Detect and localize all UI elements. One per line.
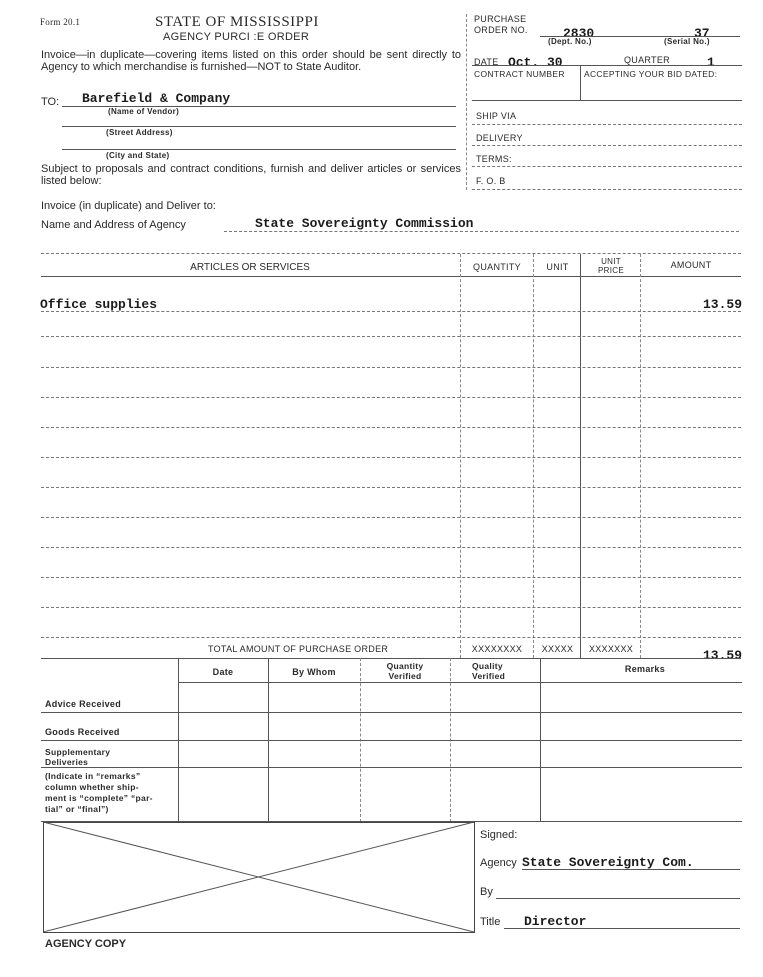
supplementary-line2: Deliveries <box>45 757 89 767</box>
serial-caption: (Serial No.) <box>664 37 710 46</box>
advice-received-label: Advice Received <box>45 699 122 709</box>
agency-copy-footer: AGENCY COPY <box>45 938 127 950</box>
ship-via-line <box>472 124 742 125</box>
total-label: TOTAL AMOUNT OF PURCHASE ORDER <box>208 644 389 654</box>
sig-title-label: Title <box>480 916 501 928</box>
amount-header: AMOUNT <box>670 260 712 270</box>
ship-via-label: SHIP VIA <box>476 111 517 121</box>
sig-agency-label: Agency <box>480 857 517 869</box>
quantity-header: QUANTITY <box>473 262 521 272</box>
table-row-line <box>41 336 741 337</box>
table-row-line <box>41 637 741 638</box>
unit-header: UNIT <box>546 262 569 272</box>
note-line4: tial” or “final”) <box>45 804 109 814</box>
contract-number-label: CONTRACT NUMBER <box>474 69 565 79</box>
quarter-label: QUARTER <box>624 55 670 65</box>
table-header-line <box>41 276 741 277</box>
qty-verified-line1: Quantity <box>386 661 424 671</box>
table-row-line <box>41 427 741 428</box>
table-row-line <box>41 577 741 578</box>
delivery-label: DELIVERY <box>476 133 523 143</box>
qty-column-divider <box>460 254 461 658</box>
date-value: Oct. 30 <box>508 55 563 70</box>
table-row-line <box>41 517 741 518</box>
city-caption: (City and State) <box>106 151 170 160</box>
receipt-row-line <box>41 767 742 768</box>
terms-line <box>472 166 742 167</box>
amount-column-divider <box>640 254 641 658</box>
signed-label: Signed: <box>480 829 518 841</box>
receipt-date-header: Date <box>212 667 234 677</box>
total-qty-mask: XXXXXXXX <box>471 644 523 654</box>
table-row-line <box>41 607 741 608</box>
sig-by-line <box>496 898 740 899</box>
form-subtitle: AGENCY PURCI :E ORDER <box>163 31 310 43</box>
dept-caption: (Dept. No.) <box>548 37 592 46</box>
street-caption: (Street Address) <box>106 128 173 137</box>
unit-price-header-line2: PRICE <box>598 266 624 275</box>
total-unit-mask: XXXXX <box>541 644 574 654</box>
vendor-name-caption: (Name of Vendor) <box>108 107 180 116</box>
cancelled-box <box>43 822 475 934</box>
fob-line <box>472 189 742 190</box>
sig-title-line <box>504 928 740 929</box>
item-amount: 13.59 <box>702 297 742 312</box>
sig-agency-line <box>522 869 740 870</box>
total-bottom-line <box>41 658 741 659</box>
table-row-line <box>41 457 741 458</box>
accepting-bid-label: ACCEPTING YOUR BID DATED: <box>584 69 718 79</box>
delivery-line <box>472 145 742 146</box>
receipt-by-whom-header: By Whom <box>292 667 336 677</box>
deliver-text: Invoice (in duplicate) and Deliver to: <box>41 200 216 212</box>
date-line <box>472 65 742 66</box>
receipt-quality-verified-header <box>472 661 505 681</box>
form-number: Form 20.1 <box>40 17 81 27</box>
articles-header: ARTICLES OR SERVICES <box>190 262 310 273</box>
vendor-name: Barefield & Company <box>82 91 231 106</box>
unit-column-divider <box>533 254 534 658</box>
terms-label: TERMS: <box>476 154 512 164</box>
goods-received-label: Goods Received <box>45 727 120 737</box>
table-row-line <box>41 487 741 488</box>
table-row-line <box>41 311 741 312</box>
po-label-2: ORDER NO. <box>474 25 528 35</box>
form-title: STATE OF MISSISSIPPI <box>155 14 319 30</box>
fob-label: F. O. B <box>476 176 506 186</box>
qty-verified-line2: Verified <box>388 671 422 681</box>
total-amount: 13.59 <box>702 648 742 663</box>
unit-price-header <box>582 257 640 275</box>
date-label: DATE <box>474 57 499 67</box>
unit-price-header-line1: UNIT <box>601 257 621 266</box>
po-number-line <box>540 36 740 37</box>
subject-text: Subject to proposals and contract conditions, furnish and deliver articles or services listed below: <box>41 163 461 187</box>
agency-address-label: Name and Address of Agency <box>41 219 186 231</box>
sig-agency-value: State Sovereignty Com. <box>522 855 694 870</box>
sig-by-label: By <box>480 886 493 898</box>
quality-verified-line2: Verified <box>472 671 506 681</box>
agency-address-line <box>224 231 739 232</box>
table-row-line <box>41 397 741 398</box>
table-row-line <box>41 547 741 548</box>
sig-title-value: Director <box>524 914 587 929</box>
receipt-row-line <box>41 740 742 741</box>
to-label: TO: <box>41 96 60 108</box>
supplementary-line1: Supplementary <box>45 747 111 757</box>
note-line2: column whether ship- <box>45 782 139 792</box>
supplementary-deliveries-label <box>45 747 110 767</box>
receipt-row-line <box>41 712 742 713</box>
total-price-mask: XXXXXXX <box>588 644 634 654</box>
quarter-value: 1 <box>707 55 715 70</box>
serial-number: 37 <box>694 26 710 41</box>
receipt-qty-verified-header <box>360 661 450 681</box>
po-box-left-border <box>466 14 467 190</box>
quality-verified-line1: Quality <box>472 661 503 671</box>
city-line <box>62 149 456 150</box>
receipt-header-line <box>178 682 742 683</box>
remarks-instruction-note <box>45 771 153 815</box>
receipt-remarks-header: Remarks <box>624 664 666 674</box>
note-line3: ment is “complete” “par- <box>45 793 153 803</box>
note-line1: (Indicate in “remarks” <box>45 771 141 781</box>
price-column-divider <box>580 254 581 658</box>
po-label-1: PURCHASE <box>474 14 527 24</box>
po-number: 2830 <box>563 26 595 41</box>
item-article: Office supplies <box>40 297 158 312</box>
table-row-line <box>41 367 741 368</box>
contract-divider <box>580 65 581 100</box>
agency-address-value: State Sovereignty Commission <box>255 216 474 231</box>
table-top-line <box>41 253 741 254</box>
invoice-instructions: Invoice—in duplicate—covering items listed on this order should be sent directly to Agency to which merchandise is furnished—NOT to State Auditor. <box>41 49 461 73</box>
street-line <box>62 126 456 127</box>
contract-line <box>472 100 742 101</box>
